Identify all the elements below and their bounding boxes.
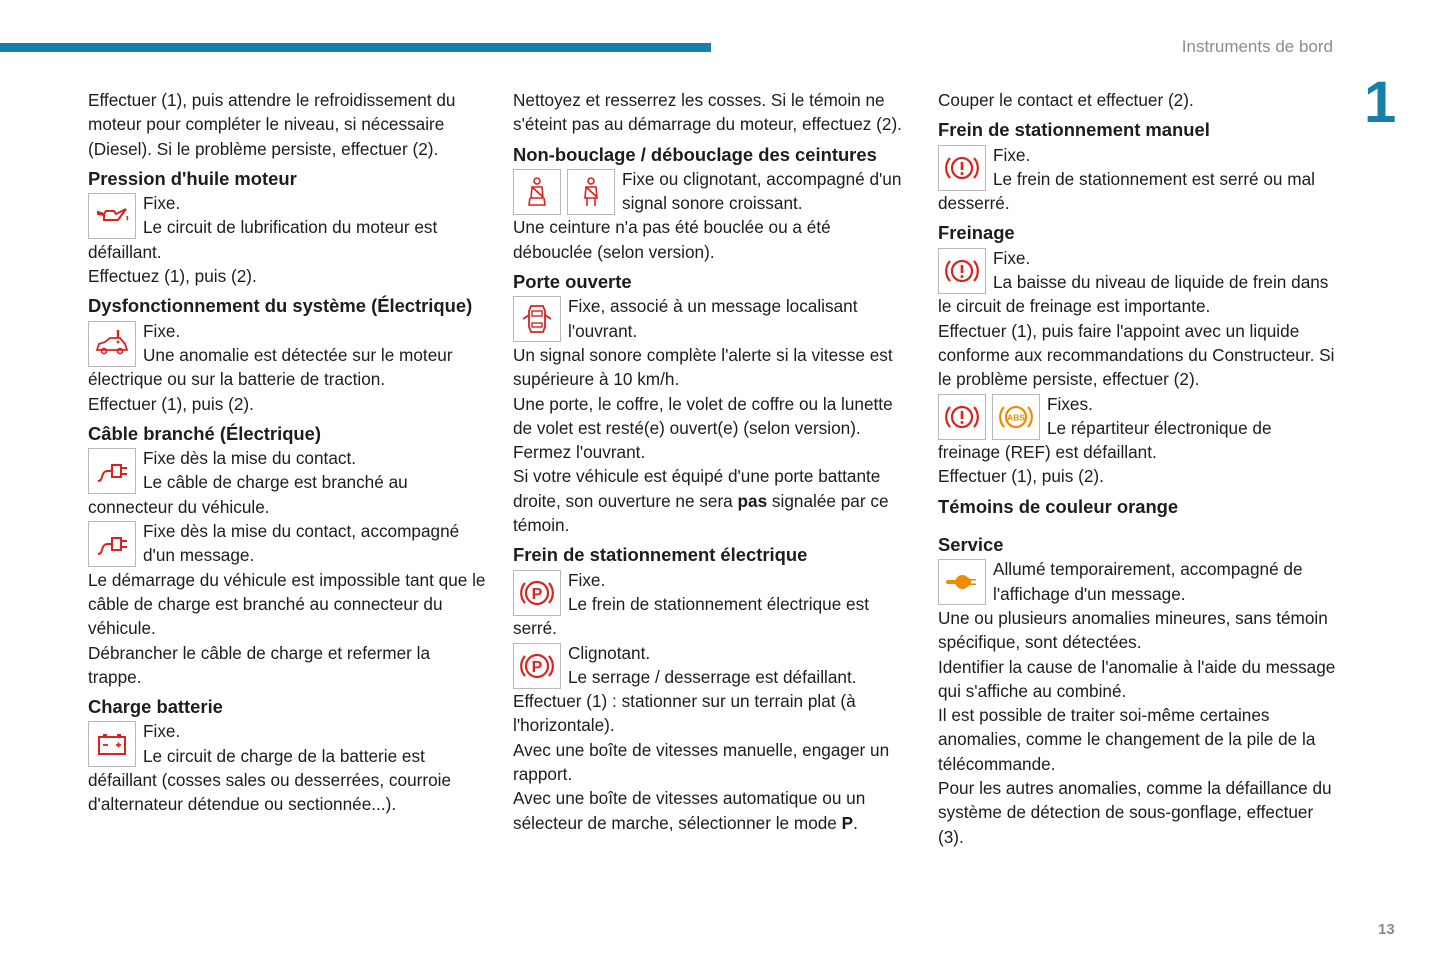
svg-text:P: P <box>531 658 543 676</box>
section-title: Instruments de bord <box>1181 37 1333 56</box>
battery-icon <box>88 721 136 767</box>
braking-state-2: Fixes. <box>1047 393 1093 414</box>
service-state: Allumé temporairement, accompagné de l'affichage d'un message. <box>993 559 1303 604</box>
spacer <box>938 519 1338 533</box>
manual-brake-heading: Frein de stationnement manuel <box>938 119 1210 141</box>
header-accent-bar <box>0 43 711 52</box>
service-icons <box>938 557 986 605</box>
belts-desc: Une ceinture n'a pas été bouclée ou a été débouclée (selon version). <box>513 217 831 262</box>
epb-action-2: Avec une boîte de vitesses manuelle, engager un rapport. <box>513 739 890 785</box>
braking-desc-2: Le répartiteur électronique de freinage (REF) est défaillant. <box>938 417 1272 463</box>
cable-desc-2: Le démarrage du véhicule est impossible tant que le câble de charge est branché au connecteur du véhicule. <box>88 569 486 639</box>
charge-plug-icon <box>88 448 136 494</box>
cable-icons-2 <box>88 519 136 567</box>
intro-text: Couper le contact et effectuer (2). <box>938 90 1194 110</box>
epb-desc-1: Le frein de stationnement électrique est serré. <box>513 593 869 639</box>
charge-plug-icon <box>88 521 136 567</box>
epb-icons-1 <box>513 568 561 616</box>
service-desc-4: Pour les autres anomalies, comme la défaillance du système de détection de sous-gonflage, effectuer (3). <box>938 778 1332 847</box>
braking-icons-1 <box>938 246 986 294</box>
service-desc-1: Une ou plusieurs anomalies mineures, sans témoin spécifique, sont détectées. <box>938 607 1328 653</box>
epb-action-3b: P <box>841 812 854 833</box>
door-note-c: signalée par ce témoin. <box>513 490 889 536</box>
oil-icons <box>88 191 136 239</box>
column-3 <box>938 88 1338 849</box>
chapter-number: 1 <box>1364 70 1397 135</box>
door-note-a: Si votre véhicule est équipé d'une porte battante droite, son ouverture ne sera <box>513 466 881 511</box>
door-action: Fermez l'ouvrant. <box>513 442 646 463</box>
oil-state: Fixe. <box>143 193 181 214</box>
battery-desc: Le circuit de charge de la batterie est défaillant (cosses sales ou desserrées, courroie d'alternateur détendue ou sectionnée...). <box>88 745 452 815</box>
elec-desc: Une anomalie est détectée sur le moteur électrique ou sur la batterie de traction. <box>88 344 453 390</box>
braking-state-1: Fixe. <box>993 247 1031 268</box>
oil-desc: Le circuit de lubrification du moteur est défaillant. <box>88 217 438 262</box>
seatbelt-icon <box>513 169 561 215</box>
svg-text:ABS: ABS <box>1007 412 1025 423</box>
wrench-icon <box>938 559 986 605</box>
abs-icon <box>992 394 1040 440</box>
braking-action-1: Effectuer (1), puis faire l'appoint avec un liquide conforme aux recommandations du Constructeur. Si le problème persiste, effectuer (2). <box>938 320 1335 390</box>
intro-text: Effectuer (1), puis attendre le refroidissement du moteur pour compléter le niveau, si nécessaire (Diesel). Si le problème persiste, effectuer (2). <box>88 90 456 159</box>
elec-action: Effectuer (1), puis (2). <box>88 393 254 414</box>
battery-heading: Charge batterie <box>88 696 223 718</box>
door-state: Fixe, associé à un message localisant l'ouvrant. <box>568 296 858 341</box>
oil-can-icon <box>88 193 136 239</box>
elec-icons <box>88 319 136 367</box>
intro-text: Nettoyez et resserrez les cosses. Si le témoin ne s'éteint pas au démarrage du moteur, effectuez (2). <box>513 90 902 135</box>
braking-action-2: Effectuer (1), puis (2). <box>938 466 1104 487</box>
epb-action-1: Effectuer (1) : stationner sur un terrain plat (à l'horizontale). <box>513 691 856 736</box>
epb-heading: Frein de stationnement électrique <box>513 544 808 566</box>
seatbelt-icon <box>567 169 615 215</box>
braking-heading: Freinage <box>938 222 1015 244</box>
battery-icons <box>88 719 136 767</box>
oil-action: Effectuez (1), puis (2). <box>88 266 257 287</box>
oil-pressure-heading: Pression d'huile moteur <box>88 167 297 189</box>
door-desc-1: Un signal sonore complète l'alerte si la vitesse est supérieure à 10 km/h. <box>513 344 893 390</box>
column-2 <box>513 88 913 835</box>
service-desc-3: Il est possible de traiter soi-même certaines anomalies, comme le changement de la pile de la télécommande. <box>938 705 1316 774</box>
parking-brake-P-icon <box>513 570 561 616</box>
brake-warning-icon <box>938 145 986 191</box>
brake-warning-icon <box>938 248 986 294</box>
door-icons <box>513 294 561 342</box>
epb-state-2: Clignotant. <box>568 642 651 663</box>
door-note-b: pas <box>737 490 768 511</box>
manual-brake-icons <box>938 143 986 191</box>
belts-icons <box>513 167 615 215</box>
car-warning-icon <box>88 321 136 367</box>
door-heading: Porte ouverte <box>513 271 632 293</box>
brake-warning-icon <box>938 394 986 440</box>
door-note <box>513 464 913 537</box>
epb-state-1: Fixe. <box>568 569 606 590</box>
column-1 <box>88 88 488 817</box>
manual-brake-desc: Le frein de stationnement est serré ou mal desserré. <box>938 168 1315 214</box>
cable-desc-1: Le câble de charge est branché au connecteur du véhicule. <box>88 472 408 517</box>
cable-action: Débrancher le câble de charge et refermer la trappe. <box>88 642 431 687</box>
epb-action-3a: Avec une boîte de vitesses automatique ou un sélecteur de marche, sélectionner le mode <box>513 788 866 833</box>
epb-action-3c: . <box>853 812 858 833</box>
page-number: 13 <box>1378 921 1395 938</box>
elec-state: Fixe. <box>143 320 181 341</box>
epb-icons-2 <box>513 641 561 689</box>
epb-action-3 <box>513 786 913 835</box>
cable-heading: Câble branché (Électrique) <box>88 422 322 444</box>
epb-desc-2: Le serrage / desserrage est défaillant. <box>568 666 857 687</box>
manual-brake-state: Fixe. <box>993 144 1031 165</box>
service-desc-2: Identifier la cause de l'anomalie à l'aide du message qui s'affiche au combiné. <box>938 656 1336 701</box>
svg-text:P: P <box>531 585 543 603</box>
belts-heading: Non-bouclage / débouclage des ceintures <box>513 143 877 165</box>
battery-state: Fixe. <box>143 721 181 742</box>
belts-state: Fixe ou clignotant, accompagné d'un signal sonore croissant. <box>622 168 902 214</box>
door-desc-2: Une porte, le coffre, le volet de coffre ou la lunette de volet est resté(e) ouvert(e) (selon version). <box>513 393 893 438</box>
cable-icons-1 <box>88 446 136 494</box>
braking-desc-1: La baisse du niveau de liquide de frein dans le circuit de freinage est importante. <box>938 272 1329 317</box>
elec-fault-heading: Dysfonctionnement du système (Électrique) <box>88 295 473 317</box>
orange-heading: Témoins de couleur orange <box>938 495 1179 517</box>
door-open-icon <box>513 296 561 342</box>
cable-state-1: Fixe dès la mise du contact. <box>143 448 357 469</box>
braking-icons-2 <box>938 392 1040 440</box>
parking-brake-P-icon <box>513 643 561 689</box>
cable-state-2: Fixe dès la mise du contact, accompagné d'un message. <box>143 521 460 566</box>
service-heading: Service <box>938 534 1004 556</box>
